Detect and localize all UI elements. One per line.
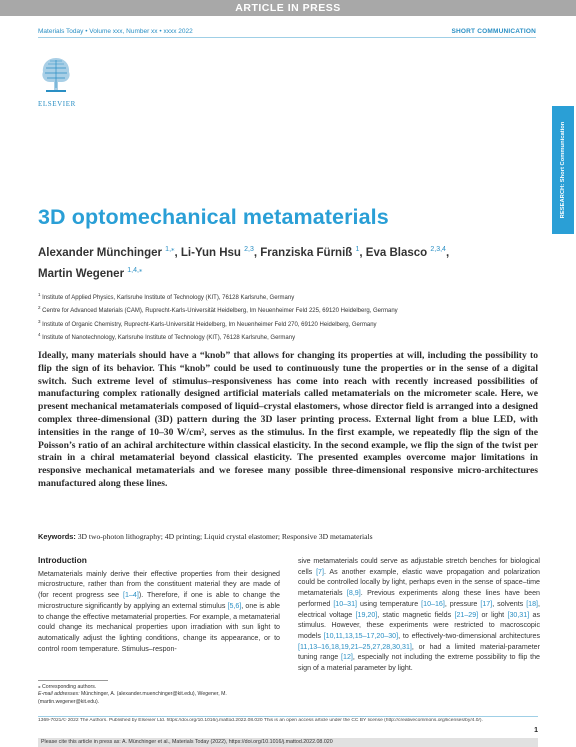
body-text: . Previous experiments along these lines have been performed <box>298 589 540 608</box>
affiliation-item <box>38 290 538 303</box>
affiliation-item <box>38 317 538 330</box>
body-column-left <box>38 555 280 654</box>
author-separator: , <box>253 246 261 259</box>
citation-link[interactable]: [21–29] <box>454 610 479 619</box>
article-type-label: SHORT COMMUNICATION <box>451 28 536 35</box>
citation-link[interactable]: [7] <box>316 567 324 576</box>
keywords-label: Keywords: <box>38 532 76 541</box>
publisher-name: ELSEVIER <box>38 100 76 108</box>
affiliation-number: 3 <box>38 318 41 324</box>
footnotes <box>38 684 280 706</box>
author-affiliation-marker: 2,3,4 <box>430 246 446 253</box>
article-in-press-banner: ARTICLE IN PRESS <box>0 0 576 16</box>
affiliation-item <box>38 303 538 316</box>
body-text: , especially not including the extreme possibility to flip the sign of a material parameter by light. <box>298 653 540 673</box>
citation-link[interactable]: [17] <box>480 599 493 608</box>
body-text: , solvents <box>492 599 527 608</box>
copyright-line: 1369-7021/© 2022 The Authors. Published by Elsevier Ltd. https://doi.org/10.1016/j.mattod.2022.08.020 This is an open access article under the CC BY license (http://creativecommons.org/licenses/by/4.0/). <box>38 718 483 723</box>
corresponding-author-note: ⁎ Corresponding authors. <box>38 684 97 690</box>
affiliation-number: 4 <box>38 332 41 338</box>
author-separator: , <box>445 246 450 259</box>
author-separator: , <box>359 246 366 259</box>
intro-paragraph-left <box>38 569 280 655</box>
author-name: Martin Wegener <box>38 267 128 280</box>
author-name: Franziska Fürniß <box>260 246 356 259</box>
body-text: or light <box>478 610 508 619</box>
citation-link[interactable]: [5,6] <box>227 601 242 610</box>
affiliation-text: Institute of Nanotechnology, Karlsruhe Institute of Technology (KIT), 76128 Karlsruhe, Germany <box>40 335 296 342</box>
email-label: E-mail addresses: <box>38 691 80 698</box>
author-affiliation-marker: 1 <box>355 246 360 253</box>
email-text: Münchinger, A. (alexander.muenchinger@kit.edu), Wegener, M. (martin.wegener@kit.edu). <box>38 691 227 705</box>
page-number: 1 <box>534 727 538 734</box>
affiliation-number: 1 <box>38 292 41 297</box>
citation-link[interactable]: [10–31] <box>333 599 357 608</box>
citation-link[interactable]: [19,20] <box>355 610 378 619</box>
author-name: Li-Yun Hsu <box>180 246 245 259</box>
intro-paragraph-right <box>298 556 540 674</box>
citation-link[interactable]: [10–16] <box>421 599 445 608</box>
citation-link[interactable]: [11,13–16,18,19,21–25,27,28,30,31] <box>298 642 412 651</box>
affiliation-list <box>38 290 538 344</box>
citation-link[interactable]: [1–4] <box>123 591 139 600</box>
affiliation-text: Institute of Applied Physics, Karlsruhe Institute of Technology (KIT), 76128 Karlsruhe, Germany <box>40 295 295 301</box>
body-text: , one is able to change the effective metamaterial properties. For example, a metamaterial could change its mechanical properties upon irradiation with sun light to automatically adjust the lighting conditions, change its appearance, or to control room temperature. Stimulus–respon- <box>38 601 280 653</box>
affiliation-number: 2 <box>38 305 41 311</box>
body-text: sive metamaterials could serve as adjustable stretch benches for biological cells <box>298 557 540 576</box>
author-name: Alexander Münchinger <box>38 246 166 259</box>
affiliation-text: Institute of Organic Chemistry, Ruprecht-Karls-Universität Heidelberg, Im Neuenheimer Feld 270, 69120 Heidelberg, Germany <box>40 321 377 328</box>
section-side-tab <box>552 106 574 234</box>
author-separator: , <box>174 246 181 259</box>
side-tab-label: RESEARCH: Short Communication <box>560 121 566 219</box>
author-affiliation-marker: 1,4,⁎ <box>127 266 143 274</box>
citation-link[interactable]: [10,11,13,15–17,20–30] <box>323 631 399 640</box>
header-divider <box>38 37 536 38</box>
body-text: as stimulus. However, these experiments were restricted to macroscopic models <box>298 610 540 640</box>
body-text: , pressure <box>444 599 481 608</box>
affiliation-item <box>38 330 538 343</box>
body-column-right <box>298 556 540 674</box>
journal-issue-line: Materials Today • Volume xxx, Number xx • xxxx 2022 <box>38 28 193 35</box>
body-text: . As another example, elastic wave propagation and polarization could be controlled locally by light, perhaps even in the sense of space–time metamaterials <box>298 567 540 598</box>
author-affiliation-marker: 2,3 <box>244 246 254 253</box>
body-text: ). Therefore, if one is able to change the microstructure significantly by applying an external stimulus <box>38 591 281 610</box>
author-list <box>38 241 518 283</box>
affiliation-text: Centre for Advanced Materials (CAM), Ruprecht-Karls-Universität Heidelberg, Im Neuenheimer Feld 225, 69120 Heidelberg, Germany <box>40 308 398 315</box>
body-text: , electrical voltage <box>298 599 541 619</box>
author-name: Eva Blasco <box>365 246 431 259</box>
body-text: , static magnetic fields <box>377 610 455 619</box>
elsevier-tree-icon <box>38 52 74 94</box>
body-text: , or had a limited material-parameter tuning range <box>298 642 540 662</box>
citation-link[interactable]: [8,9] <box>346 589 361 598</box>
citation-link[interactable]: [12] <box>341 653 353 662</box>
section-heading-introduction: Introduction <box>38 555 87 565</box>
citation-bar: Please cite this article in press as: A. Münchinger et al., Materials Today (2022), https://doi.org/10.1016/j.mattod.2022.08.020 <box>38 738 538 747</box>
author-affiliation-marker: 1,⁎ <box>165 246 175 253</box>
body-text: Metamaterials mainly derive their effective properties from their designed microstructure, rather than from the constituent material they are made of (for recent progress see <box>38 569 280 600</box>
abstract: Ideally, many materials should have a “knob” that allows for changing its properties at will, including the possibility to flip the sign of its behavior. This “knob” could be used to continuously tune the properties or in the sense of a digital switch. Such extreme level of stimulus–responsiveness has come into reach with recently increased possibilities of manufacturing complex rationally designed artificial materials called metamaterials on the micrometer scale. Here, we present mechanical metamaterials composed of liquid–crystal elastomers, whose director field is arranged into a designed complex three-dimensional (3D) pattern during the 3D laser printing process. External light from a blue LED, with intensities in the range of 10–30 W/cm², serves as the stimulus. In the first example, we repeatedly flip the sign of the Poisson’s ratio of an achiral architecture within classical elasticity. In the second example, we flip the sign of the twist per strain in a chiral metamaterial beyond classical elasticity. The presented examples overcome major limitations in responsive mechanical metamaterials and we foresee many possible three-dimensional responsive micro-architectures manufactured along these lines. <box>38 350 538 489</box>
citation-link[interactable]: [18] <box>526 599 539 608</box>
body-text: using temperature <box>357 599 422 608</box>
body-text: , to effectively-two-dimensional architectures <box>398 631 540 640</box>
footnote-divider <box>38 680 108 681</box>
email-note <box>38 691 280 706</box>
article-title: 3D optomechanical metamaterials <box>38 205 389 229</box>
keywords-text: 3D two-photon lithography; 4D printing; Liquid crystal elastomer; Responsive 3D metamaterials <box>77 532 373 541</box>
citation-link[interactable]: [30,31] <box>507 610 530 619</box>
publisher-logo <box>38 52 74 106</box>
keywords <box>38 532 538 541</box>
footer-divider <box>38 716 538 717</box>
